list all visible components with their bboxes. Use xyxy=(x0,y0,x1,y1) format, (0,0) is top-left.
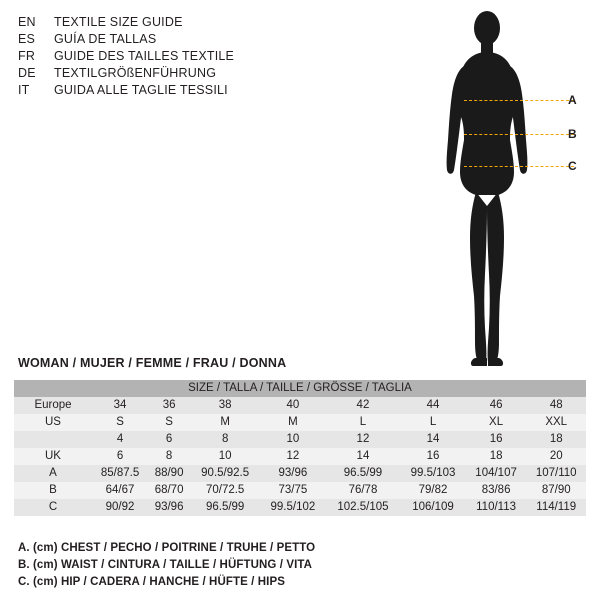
table-row xyxy=(14,499,586,516)
table-cell: 10 xyxy=(260,431,325,448)
language-title: TEXTILE SIZE GUIDE xyxy=(54,15,183,29)
table-row xyxy=(14,482,586,499)
table-cell: 96.5/99 xyxy=(326,465,401,482)
table-cell: 70/72.5 xyxy=(190,482,260,499)
note-waist: B. (cm) WAIST / CINTURA / TAILLE / HÜFTUNG / VITA xyxy=(18,559,313,571)
table-cell: 12 xyxy=(326,431,401,448)
table-cell: L xyxy=(400,414,465,431)
language-code: ES xyxy=(18,32,36,46)
language-row xyxy=(18,15,318,32)
table-cell: XXL xyxy=(526,414,586,431)
language-list xyxy=(18,15,318,100)
table-cell: 16 xyxy=(400,448,465,465)
table-cell: S xyxy=(92,414,148,431)
table-cell: 110/113 xyxy=(466,499,527,516)
table-cell: 90/92 xyxy=(92,499,148,516)
table-cell: 76/78 xyxy=(326,482,401,499)
table-cell: 20 xyxy=(526,448,586,465)
table-cell: 90.5/92.5 xyxy=(190,465,260,482)
table-row xyxy=(14,397,586,414)
table-cell: 4 xyxy=(92,431,148,448)
language-title: GUIDE DES TAILLES TEXTILE xyxy=(54,49,235,63)
language-row xyxy=(18,49,318,66)
table-cell: 36 xyxy=(148,397,190,414)
table-cell: 79/82 xyxy=(400,482,465,499)
row-label: B xyxy=(14,482,92,499)
table-cell: 104/107 xyxy=(466,465,527,482)
table-cell: 42 xyxy=(326,397,401,414)
table-group-title: WOMAN / MUJER / FEMME / FRAU / DONNA xyxy=(18,356,287,370)
measure-label-a: A xyxy=(568,93,577,107)
table-cell: 38 xyxy=(190,397,260,414)
table-cell: 88/90 xyxy=(148,465,190,482)
table-cell: 8 xyxy=(148,448,190,465)
measure-line-hip xyxy=(464,166,574,167)
table-cell: 68/70 xyxy=(148,482,190,499)
table-cell: 6 xyxy=(92,448,148,465)
table-cell: S xyxy=(148,414,190,431)
table-cell: 93/96 xyxy=(260,465,325,482)
table-cell: XL xyxy=(466,414,527,431)
table-cell: 96.5/99 xyxy=(190,499,260,516)
table-cell: 18 xyxy=(466,448,527,465)
table-cell: 14 xyxy=(400,431,465,448)
table-cell: 48 xyxy=(526,397,586,414)
row-label: A xyxy=(14,465,92,482)
table-header-label: SIZE / TALLA / TAILLE / GRÖSSE / TAGLIA xyxy=(14,380,586,397)
size-table xyxy=(14,380,586,516)
table-cell: M xyxy=(190,414,260,431)
table-cell: 18 xyxy=(526,431,586,448)
language-row xyxy=(18,32,318,49)
language-row xyxy=(18,66,318,83)
table-cell: 107/110 xyxy=(526,465,586,482)
table-cell: 10 xyxy=(190,448,260,465)
note-chest: A. (cm) CHEST / PECHO / POITRINE / TRUHE / PETTO xyxy=(18,542,316,554)
row-label: Europe xyxy=(14,397,92,414)
table-cell: 6 xyxy=(148,431,190,448)
language-row xyxy=(18,83,318,100)
table-cell: 106/109 xyxy=(400,499,465,516)
table-cell: 40 xyxy=(260,397,325,414)
measure-line-waist xyxy=(464,134,574,135)
table-cell: 99.5/102 xyxy=(260,499,325,516)
table-row xyxy=(14,448,586,465)
language-title: GUÍA DE TALLAS xyxy=(54,32,157,46)
row-label: C xyxy=(14,499,92,516)
row-label: US xyxy=(14,414,92,431)
table-cell: 64/67 xyxy=(92,482,148,499)
table-cell: 44 xyxy=(400,397,465,414)
table-cell: 14 xyxy=(326,448,401,465)
table-cell: 8 xyxy=(190,431,260,448)
table-cell: 46 xyxy=(466,397,527,414)
row-label xyxy=(14,431,92,448)
table-cell: 83/86 xyxy=(466,482,527,499)
table-row xyxy=(14,465,586,482)
table-cell: 16 xyxy=(466,431,527,448)
table-cell: 93/96 xyxy=(148,499,190,516)
table-cell: 102.5/105 xyxy=(326,499,401,516)
measure-label-c: C xyxy=(568,159,577,173)
table-cell: 85/87.5 xyxy=(92,465,148,482)
language-code: IT xyxy=(18,83,30,97)
note-hip: C. (cm) HIP / CADERA / HANCHE / HÜFTE / HIPS xyxy=(18,576,286,588)
female-body-figure xyxy=(420,6,595,376)
table-row xyxy=(14,431,586,448)
row-label: UK xyxy=(14,448,92,465)
language-title: GUIDA ALLE TAGLIE TESSILI xyxy=(54,83,228,97)
language-title: TEXTILGRÖßENFÜHRUNG xyxy=(54,66,217,80)
table-header-row xyxy=(14,380,586,397)
female-silhouette-icon xyxy=(420,6,595,376)
language-code: FR xyxy=(18,49,36,63)
measure-label-b: B xyxy=(568,127,577,141)
table-cell: 34 xyxy=(92,397,148,414)
table-cell: L xyxy=(326,414,401,431)
language-code: EN xyxy=(18,15,36,29)
table-cell: 114/119 xyxy=(526,499,586,516)
table-cell: 12 xyxy=(260,448,325,465)
table-cell: 73/75 xyxy=(260,482,325,499)
language-code: DE xyxy=(18,66,36,80)
table-cell: 99.5/103 xyxy=(400,465,465,482)
table-row xyxy=(14,414,586,431)
table-cell: 87/90 xyxy=(526,482,586,499)
measurement-notes xyxy=(18,542,578,593)
table-cell: M xyxy=(260,414,325,431)
measure-line-chest xyxy=(464,100,574,101)
